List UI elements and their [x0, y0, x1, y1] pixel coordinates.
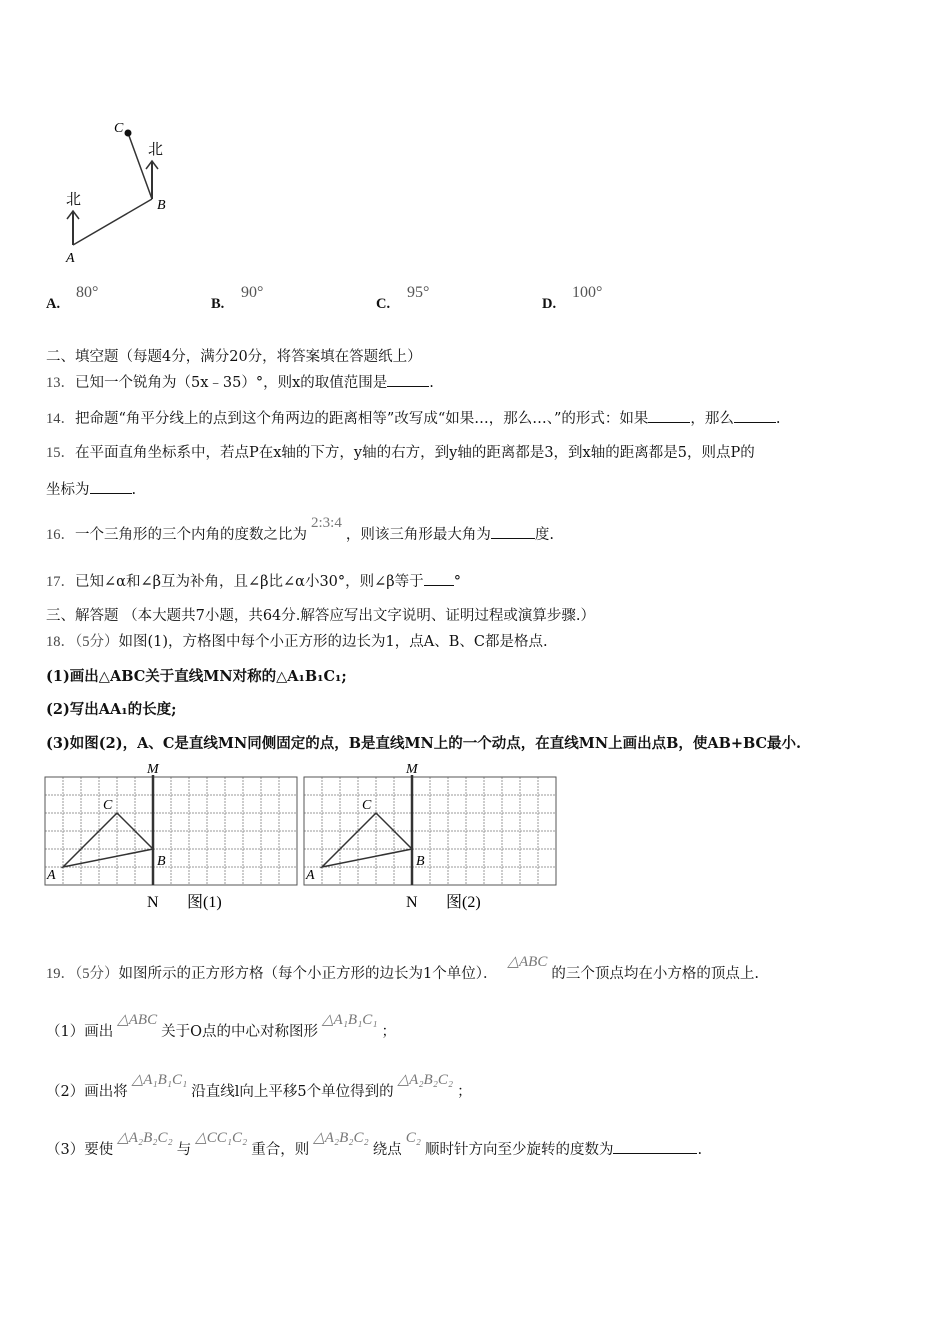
q17-end: °: [453, 574, 461, 590]
label-m: M: [406, 762, 418, 777]
q14-mid: ，那么: [690, 411, 734, 427]
q19-part1: [46, 1012, 397, 1041]
q17-number: 17．: [46, 574, 75, 590]
label-m: M: [147, 762, 159, 777]
q19-p3-point: C₂: [405, 1130, 421, 1146]
direction-figure: [55, 112, 185, 272]
option-d-value: 100°: [572, 284, 603, 301]
label-c: C: [103, 798, 113, 813]
triangle-abc: [63, 813, 153, 867]
q19-p3-c: 重合，则: [251, 1142, 310, 1158]
q17-text: 已知∠α和∠β互为补角，且∠β比∠α小30°，则∠β等于: [75, 574, 424, 590]
q19-p2-tri2: △A₂B₂C₂: [397, 1072, 454, 1088]
q17-answer-blank[interactable]: [424, 573, 454, 586]
q19-p1-tri2: △A₁B₁C₁: [322, 1012, 378, 1028]
question-19: [46, 954, 759, 983]
option-b-letter: B.: [211, 296, 225, 312]
option-a-letter: A.: [46, 296, 61, 312]
q19-p3-end: .: [697, 1142, 703, 1158]
label-a: A: [306, 868, 315, 883]
option-a-value: 80°: [76, 284, 99, 301]
q18-part1: (1)画出△ABC关于直线MN对称的△A₁B₁C₁;: [46, 668, 347, 685]
q14-blank-2[interactable]: [734, 410, 776, 423]
q16-end: 度.: [534, 527, 554, 543]
q16-text: 一个三角形的三个内角的度数之比为: [75, 527, 307, 543]
grid-figure-1: [40, 758, 302, 918]
q19-text: 如图所示的正方形方格（每个小正方形的边长为1个单位）．: [118, 966, 498, 982]
q19-p3-tri2: △CC₁C₂: [195, 1130, 248, 1146]
figure-caption: 图(2): [446, 894, 481, 911]
option-b-value: 90°: [241, 284, 264, 301]
option-d-letter: D.: [542, 296, 557, 312]
question-16: [46, 515, 554, 544]
q19-p3-tri3: △A₂B₂C₂: [313, 1130, 369, 1146]
question-17: [46, 570, 461, 591]
q19-number: 19．: [46, 966, 75, 982]
q15-number: 15．: [46, 445, 75, 461]
label-n: N: [147, 894, 159, 911]
q19-p2-end: ；: [457, 1084, 472, 1100]
triangle-abc: [322, 813, 412, 867]
q15-end: .: [131, 482, 137, 498]
q18-part3: (3)如图(2)，A、C是直线MN同侧固定的点，B是直线MN上的一个动点，在直线MN上画出点B，使AB+BC最小.: [46, 735, 802, 752]
q19-p3-a: （3）要使: [46, 1142, 114, 1158]
option-c-letter: C.: [376, 296, 391, 312]
question-13: [46, 371, 434, 392]
q19-p1-tri: △ABC: [117, 1012, 158, 1028]
label-a: A: [47, 868, 56, 883]
option-c-value: 95°: [407, 284, 430, 301]
q19-answer-blank[interactable]: [613, 1141, 697, 1154]
q16-text2: ，则该三角形最大角为: [345, 527, 491, 543]
q13-answer-blank[interactable]: [387, 374, 429, 387]
section2-heading: 二、填空题（每题4分，满分20分，将答案填在答题纸上）: [46, 349, 422, 365]
q18-part2: (2)写出AA₁的长度;: [46, 701, 177, 718]
q19-p3-b: 与: [176, 1142, 192, 1158]
q14-blank-1[interactable]: [648, 410, 690, 423]
q19-p1-end: ；: [381, 1024, 397, 1040]
north-label-b: 北: [148, 142, 164, 158]
q19-p1-b: 关于O点的中心对称图形: [161, 1024, 318, 1040]
q19-p2-b: 沿直线l向上平移5个单位得到的: [191, 1084, 394, 1100]
label-b: B: [157, 854, 166, 869]
q19-p3-e: 顺时针方向至少旋转的度数为: [424, 1142, 614, 1158]
q14-number: 14．: [46, 411, 75, 427]
q19-part2: [46, 1072, 472, 1101]
q18-score: （5分）: [75, 634, 119, 650]
q19-p3-d: 绕点: [372, 1142, 402, 1158]
q19-triangle: △ABC: [507, 954, 548, 970]
label-c: C: [362, 798, 372, 813]
q15-text: 在平面直角坐标系中，若点P在x轴的下方，y轴的右方，到y轴的距离都是3，到x轴的距离都是5，则点P的: [75, 445, 755, 461]
q19-text2: 的三个顶点均在小方格的顶点上.: [551, 966, 759, 982]
q18-text: 如图(1)，方格图中每个小正方形的边长为1，点A、B、C都是格点.: [118, 634, 548, 650]
grid-figure-2: [299, 758, 561, 918]
q14-end: .: [775, 411, 781, 427]
q13-number: 13．: [46, 375, 75, 391]
question-15-line2: [46, 478, 136, 499]
q16-number: 16．: [46, 527, 75, 543]
label-b: B: [157, 198, 166, 213]
label-b: B: [416, 854, 425, 869]
question-14: [46, 407, 781, 428]
q19-p3-tri: △A₂B₂C₂: [117, 1130, 173, 1146]
q19-p1-a: （1）画出: [46, 1024, 114, 1040]
q13-text: 已知一个锐角为（5x﹣35）°，则x的取值范围是: [75, 375, 388, 391]
q16-ratio: 2:3:4: [311, 515, 342, 531]
north-label-a: 北: [66, 192, 82, 208]
q19-score: （5分）: [75, 966, 119, 982]
label-a: A: [66, 251, 75, 266]
figure-caption: 图(1): [187, 894, 222, 911]
section3-heading: 三、解答题 （本大题共7小题，共64分.解答应写出文字说明、证明过程或演算步骤.）: [46, 608, 596, 624]
q19-p2-tri: △A₁B₁C₁: [131, 1072, 188, 1088]
q19-p2-a: （2）画出将: [46, 1084, 128, 1100]
q18-number: 18．: [46, 634, 75, 650]
label-n: N: [406, 894, 418, 911]
q16-answer-blank[interactable]: [491, 526, 535, 539]
label-c: C: [114, 121, 124, 136]
q19-part3: [46, 1130, 703, 1159]
q13-end: .: [429, 375, 434, 391]
q15-answer-blank[interactable]: [90, 481, 132, 494]
question-18: [46, 630, 548, 651]
question-15: [46, 441, 755, 462]
q14-text: 把命题“角平分线上的点到这个角两边的距离相等”改写成“如果…，那么…、”的形式：如果: [75, 411, 649, 427]
q15-line2: 坐标为: [46, 482, 90, 498]
